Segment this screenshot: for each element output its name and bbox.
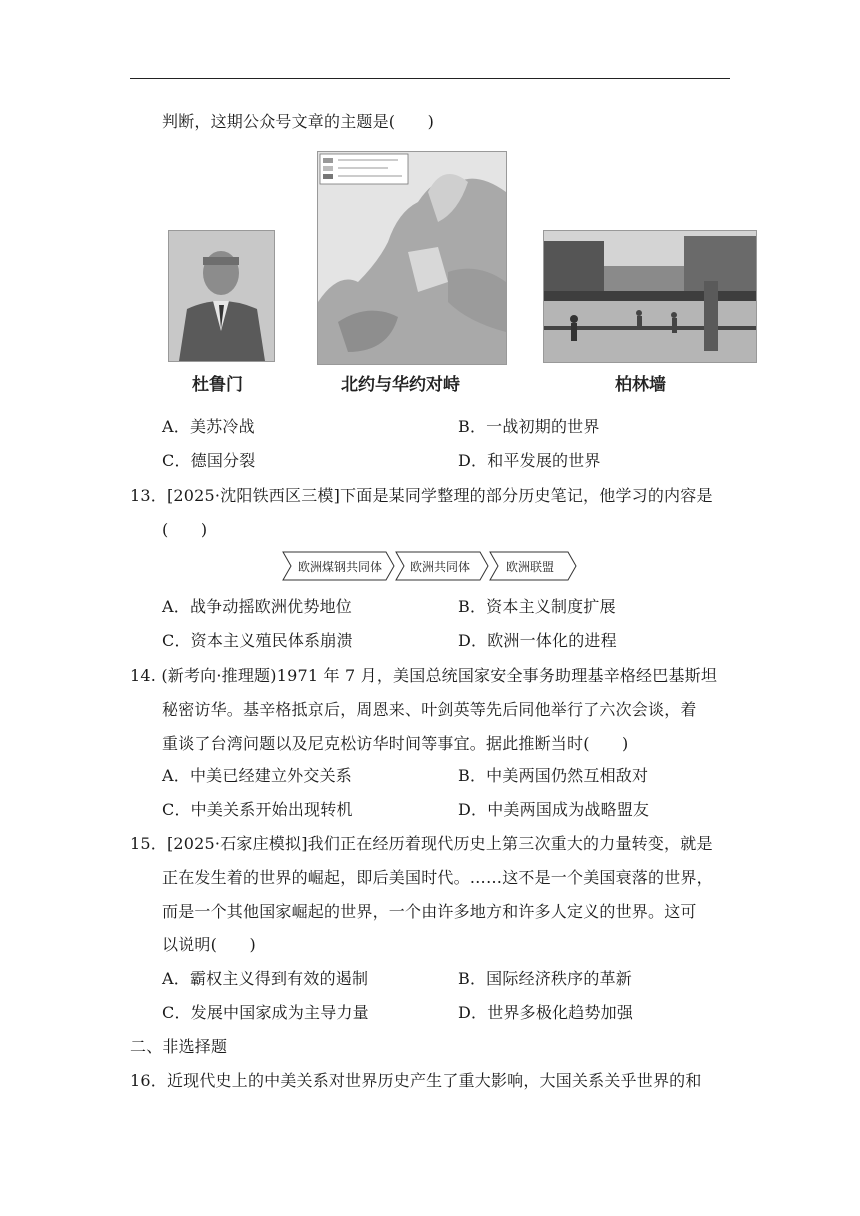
section-heading-non-choice: 二、非选择题 [130,1037,228,1056]
figure-caption-map: 北约与华约对峙 [341,375,460,395]
q15-option-a[interactable]: A．霸权主义得到有效的遏制 [162,969,369,988]
q15-stem-line1: 15．[2025·石家庄模拟]我们正在经历着现代历史上第三次重大的力量转变，就是 [130,834,713,853]
q13-option-b[interactable]: B．资本主义制度扩展 [458,597,616,616]
flow-step-1-label: 欧洲煤钢共同体 [298,560,383,574]
berlin-wall-image [544,231,756,362]
q14-stem-line2: 秘密访华。基辛格抵京后，周恩来、叶剑英等先后同他举行了六次会谈，着 [162,700,697,719]
figure-caption-berlin-wall: 柏林墙 [615,375,666,395]
q14-stem-line1: 14. (新考向·推理题)1971 年 7 月，美国总统国家安全事务助理基辛格经巴基斯坦 [130,666,718,685]
berlin-wall-photo [543,230,757,363]
nato-warsaw-map [317,151,507,365]
q13-stem-line2: ( ) [162,520,208,539]
q15-option-d[interactable]: D．世界多极化趋势加强 [458,1003,634,1022]
q12-option-c[interactable]: C．德国分裂 [162,451,256,470]
q15-option-b[interactable]: B．国际经济秩序的革新 [458,969,632,988]
figure-caption-truman: 杜鲁门 [192,375,243,395]
flow-step-3-label: 欧洲联盟 [506,560,555,574]
europe-map-image [318,152,506,364]
q13-option-a[interactable]: A．战争动摇欧洲优势地位 [162,597,352,616]
header-rule [130,78,730,79]
q13-option-c[interactable]: C．资本主义殖民体系崩溃 [162,631,353,650]
q12-option-a[interactable]: A．美苏冷战 [162,417,255,436]
q13-flow-diagram [282,551,578,581]
q13-stem-line1: 13．[2025·沈阳铁西区三模]下面是某同学整理的部分历史笔记，他学习的内容是 [130,486,713,505]
q14-option-a[interactable]: A．中美已经建立外交关系 [162,766,352,785]
q13-option-d[interactable]: D．欧洲一体化的进程 [458,631,617,650]
q16-stem-line1: 16．近现代史上的中美关系对世界历史产生了重大影响，大国关系关乎世界的和 [130,1071,702,1090]
q14-option-b[interactable]: B．中美两国仍然互相敌对 [458,766,649,785]
q15-option-c[interactable]: C．发展中国家成为主导力量 [162,1003,369,1022]
truman-portrait-image [169,231,274,361]
q12-option-b[interactable]: B．一战初期的世界 [458,417,600,436]
flow-step-2-label: 欧洲共同体 [410,560,471,574]
q15-stem-line3: 而是一个其他国家崛起的世界，一个由许多地方和许多人定义的世界。这可 [162,902,697,921]
q14-option-d[interactable]: D．中美两国成为战略盟友 [458,800,650,819]
q15-stem-line2: 正在发生着的世界的崛起，即后美国时代。……这不是一个美国衰落的世界， [162,868,713,887]
truman-photo [168,230,275,362]
intro-line: 判断，这期公众号文章的主题是( ) [162,112,435,131]
q12-option-d[interactable]: D．和平发展的世界 [458,451,601,470]
q15-stem-line4: 以说明( ) [162,935,256,954]
q14-option-c[interactable]: C．中美关系开始出现转机 [162,800,353,819]
q14-stem-line3: 重谈了台湾问题以及尼克松访华时间等事宜。据此推断当时( ) [162,734,629,753]
